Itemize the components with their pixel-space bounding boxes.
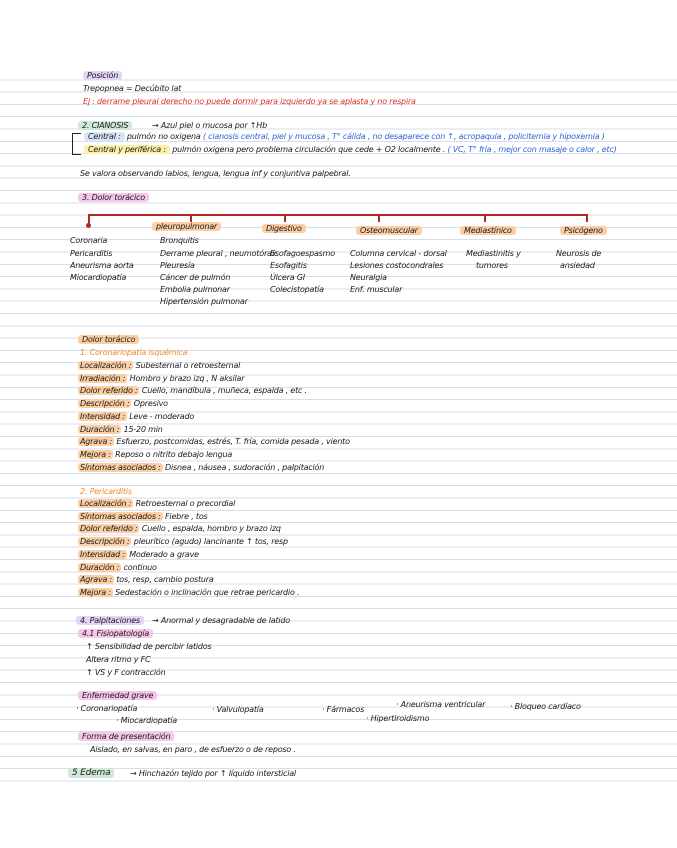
symptom-value: Moderado a grave: [126, 549, 199, 559]
forma-text: Aislado, en salvas, en paro , de esfuerzo o de reposo .: [90, 745, 296, 754]
section-cianosis: [78, 121, 132, 131]
tree-col-4-head-label: Osteomuscular: [356, 226, 422, 235]
tree-col-3-item: Esofagitis: [270, 261, 307, 270]
enfermedad-item: · Valvulopatía: [212, 705, 264, 714]
symptom-value: Subesternal o retroesternal: [133, 361, 241, 370]
periferica-label: Central y periférica :: [84, 145, 170, 154]
symptom-row: [78, 425, 163, 435]
symptom-row: [78, 386, 307, 396]
heading-palpitaciones: 4. Palpitaciones: [76, 616, 144, 625]
tree-col-5-head: [460, 226, 516, 236]
symptom-row: [78, 437, 350, 447]
symptom-label: Dolor referido :: [80, 524, 138, 534]
symptom-row: [78, 550, 199, 560]
tree-col-3-head: [262, 224, 306, 234]
tree-col-2-head-label: pleuropulmonar: [152, 222, 221, 231]
tree-branch-6: [586, 214, 588, 222]
section-forma: [78, 732, 174, 742]
enfermedad-item: · Coronariopatía: [76, 704, 138, 713]
symptom-row: [78, 588, 299, 598]
symptom-row: [78, 524, 281, 534]
tree-col-2-item: Pleuresía: [160, 261, 195, 270]
symptom-value: Cuello, mandíbula , muñeca, espalda , etc .: [139, 386, 307, 396]
tree-col-5-item: tumores: [476, 261, 508, 270]
tree-col-3-item: Colecistopatía: [270, 285, 324, 294]
cianosis-definition: → Azul piel o mucosa por ↑Hb: [152, 121, 267, 130]
symptom-value: Esfuerzo, postcomidas, estrés, T. fría, comida pesada , viento: [114, 437, 350, 447]
symptom-row: [78, 399, 168, 409]
symptom-value: Reposo o nitrito debajo lengua: [112, 449, 233, 459]
enfermedad-item: · Aneurisma ventricular: [396, 700, 486, 709]
symptom-row: [78, 499, 235, 509]
symptom-label: Mejora :: [80, 587, 111, 597]
tree-col-3-item: Esofagoespasmo: [270, 249, 335, 258]
cianosis-bracket: [72, 133, 81, 155]
tree-horizontal-line: [88, 214, 588, 216]
symptom-label: Síntomas asociados :: [80, 462, 161, 472]
tree-col-4-item: Enf. muscular: [350, 285, 403, 294]
symptom-value: Cuello , espalda, hombro y brazo izq: [139, 524, 281, 534]
cianosis-central-line: [84, 132, 605, 142]
symptom-value: pleurítico (agudo) lancinante ↑ tos, resp: [131, 537, 288, 547]
fisiopatologia-item: ↑ VS y F contracción: [86, 668, 166, 677]
symptom-value: 15-20 min: [121, 424, 163, 434]
palpitaciones-definition: → Anormal y desagradable de latido: [152, 616, 290, 625]
tree-col-6-head: [560, 226, 607, 236]
symptom-label: Descripción :: [80, 537, 130, 547]
tree-col-5-item: Mediastinitis y: [466, 249, 521, 258]
symptom-label: Dolor referido :: [80, 386, 138, 396]
section-dolor: [78, 193, 149, 203]
tree-col-2-item: Bronquitis: [160, 236, 199, 245]
tree-branch-2: [190, 214, 192, 222]
symptom-row: [78, 463, 324, 473]
fisiopatologia-item: ↑ Sensibilidad de percibir latidos: [86, 642, 212, 651]
symptom-label: Agrava :: [80, 575, 113, 585]
central-label: Central :: [84, 132, 125, 141]
symptom-label: Mejora :: [80, 449, 111, 459]
symptom-label: Duración :: [80, 424, 120, 434]
symptom-label: Descripción :: [80, 399, 130, 409]
symptom-value: Disnea , náusea , sudoración , palpitación: [162, 462, 325, 472]
symptom-label: Síntomas asociados :: [80, 511, 161, 521]
tree-col-3-head-label: Digestivo: [262, 224, 306, 233]
tree-col-4-head: [356, 226, 422, 236]
symptom-label: Agrava :: [80, 437, 113, 447]
cianosis-check: Se valora observando labios, lengua, lengua inf y conjuntiva palpebral.: [80, 169, 351, 178]
tree-col-4-item: Neuralgia: [350, 273, 387, 282]
enfermedad-item: · Miocardiopatía: [116, 716, 177, 725]
enfermedad-item: · Fármacos: [322, 705, 365, 714]
symptom-label: Localización :: [80, 499, 132, 508]
tree-col-1-item: Miocardiopatía: [70, 273, 127, 282]
tree-col-4-item: Lesiones costocondrales: [350, 261, 444, 270]
tree-col-2-item: Embolia pulmonar: [160, 285, 230, 294]
tree-node-1: [86, 223, 91, 228]
symptom-row: [78, 412, 194, 422]
section-dolor-detail: [78, 335, 139, 345]
symptom-row: [78, 537, 288, 547]
tree-col-2-item: Hipertensión pulmonar: [160, 297, 248, 306]
symptom-label: Intensidad :: [80, 411, 125, 421]
heading-dolor: 3. Dolor torácico: [78, 193, 149, 202]
heading-dolor-detail: Dolor torácico: [78, 335, 139, 344]
coronariopatia-title: 1. Coronariopatía isquémica: [80, 348, 188, 357]
enfermedad-item: · Hipertiroidismo: [366, 714, 430, 723]
section-enfermedad: [78, 691, 157, 701]
tree-col-1-item: Coronaria: [70, 236, 108, 245]
section-fisiopatologia: [78, 629, 153, 639]
symptom-label: Duración :: [80, 562, 120, 572]
heading-edema: 5 Edema: [68, 768, 114, 778]
symptom-row: [78, 361, 240, 371]
example-line: Ej : derrame pleural derecho no puede dormir para izquierdo ya se aplasta y no respira: [83, 97, 416, 106]
symptom-row: [78, 374, 244, 384]
symptom-value: Retroesternal o precordial: [133, 499, 236, 508]
symptom-row: [78, 512, 208, 522]
tree-col-5-head-label: Mediastínico: [460, 226, 516, 235]
tree-col-2-head: [152, 222, 221, 232]
tree-col-6-head-label: Psicógeno: [560, 226, 607, 235]
heading-posicion: Posición: [83, 71, 122, 80]
symptom-value: Fiebre , tos: [162, 511, 208, 521]
tree-col-1-item: Aneurisma aorta: [70, 261, 134, 270]
symptom-label: Intensidad :: [80, 549, 125, 559]
tree-col-2-item: Cáncer de pulmón: [160, 273, 231, 282]
tree-col-6-item: ansiedad: [560, 261, 595, 270]
fisiopatologia-item: Altera ritmo y FC: [86, 655, 151, 664]
symptom-row: [78, 563, 157, 573]
tree-col-1-item: Pericarditis: [70, 249, 113, 258]
heading-forma: Forma de presentación: [78, 732, 174, 741]
cianosis-periferica-line: [84, 145, 617, 155]
central-notes: ( cianosis central, piel y mucosa , T° cálida , no desaparece con ↑, acropaquia , policitemia y hipoxemia ): [202, 132, 605, 141]
symptom-label: Localización :: [80, 361, 132, 370]
symptom-row: [78, 450, 232, 460]
tree-col-3-item: Úlcera GI: [270, 273, 305, 282]
enfermedad-item: · Bloqueo cardíaco: [510, 702, 581, 711]
symptom-value: Hombro y brazo izq , N aksilar: [127, 373, 245, 383]
heading-cianosis: 2. CIANOSIS: [78, 121, 132, 130]
symptom-value: Opresivo: [131, 399, 168, 409]
symptom-value: Leve - moderado: [126, 411, 195, 421]
edema-definition: → Hinchazón tejido por ↑ líquido intersticial: [130, 769, 296, 778]
section-palpitaciones: [76, 616, 144, 626]
central-text: pulmón no oxigena: [126, 132, 201, 141]
trepopnea-line: Trepopnea = Decúbito lat: [83, 84, 182, 93]
tree-branch-4: [378, 214, 380, 222]
tree-branch-5: [484, 214, 486, 222]
tree-col-2-item: Derrame pleural , neumotórax: [160, 249, 277, 258]
symptom-value: tos, resp, cambio postura: [114, 575, 214, 585]
section-posicion: [83, 71, 122, 81]
symptom-row: [78, 575, 214, 585]
heading-enfermedad: Enfermedad grave: [78, 691, 157, 700]
tree-branch-3: [284, 214, 286, 222]
tree-col-6-item: Neurosis de: [556, 249, 602, 258]
symptom-value: Sedestación o inclinación que retrae pericardio .: [112, 587, 300, 597]
section-edema: [68, 768, 114, 778]
symptom-label: Irradiación :: [80, 373, 126, 383]
heading-fisiopatologia: 4.1 Fisiopatología: [78, 629, 153, 638]
tree-col-4-item: Columna cervical - dorsal: [350, 249, 447, 258]
pericarditis-title: 2. Pericarditis: [80, 487, 132, 496]
periferica-notes: ( VC, T° fría , mejor con masaje o calor , etc): [447, 145, 617, 154]
periferica-text: pulmón oxigena pero problema circulación que cede + O2 localmente .: [172, 145, 446, 154]
symptom-value: continuo: [121, 562, 157, 572]
